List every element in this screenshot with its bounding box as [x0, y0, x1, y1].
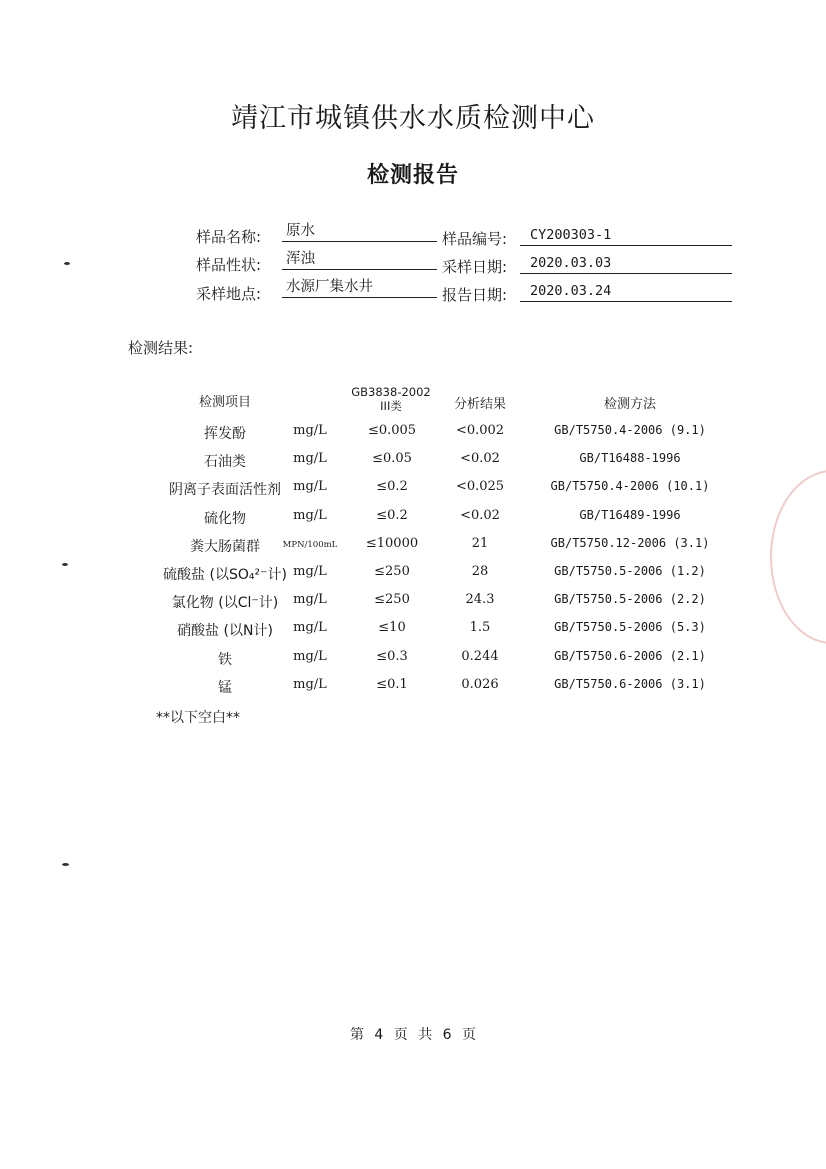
- cell-unit: mg/L: [293, 423, 327, 438]
- table-row: [0, 508, 826, 530]
- sample-code-label: 样品编号:: [442, 230, 508, 248]
- cell-unit: mg/L: [293, 479, 327, 495]
- cell-unit: MPN/100mL: [282, 539, 338, 550]
- cell-result: 0.026: [461, 676, 499, 692]
- cell-result: 0.244: [461, 648, 499, 664]
- sampling-location-label: 采样地点:: [196, 285, 262, 303]
- cell-unit: mg/L: [293, 620, 327, 636]
- scan-speck: [64, 262, 70, 265]
- cell-limit: ≤0.005: [367, 423, 417, 438]
- table-row: [0, 677, 826, 699]
- table-row: [0, 564, 826, 586]
- cell-item: 硫化物: [204, 510, 246, 527]
- cell-limit: ≤0.2: [376, 507, 408, 523]
- header-standard: [344, 385, 438, 413]
- cell-item: 氯化物 (以Cl⁻计): [171, 595, 279, 612]
- table-row: [0, 536, 826, 558]
- cell-item: 硝酸盐 (以N计): [177, 623, 273, 640]
- sample-property-label: 样品性状:: [196, 256, 262, 274]
- cell-item: 锰: [218, 679, 232, 696]
- cell-result: 28: [471, 564, 489, 579]
- cell-method: GB/T5750.4-2006 (10.1): [550, 479, 710, 494]
- cell-method: GB/T5750.5-2006 (5.3): [554, 620, 706, 635]
- table-row: [0, 592, 826, 614]
- scan-speck: [62, 563, 68, 566]
- cell-method: GB/T5750.12-2006 (3.1): [550, 535, 710, 550]
- cell-result: 21: [471, 535, 489, 551]
- blank-below-mark: **以下空白**: [156, 710, 240, 726]
- cell-method: GB/T5750.6-2006 (2.1): [554, 648, 706, 663]
- sampling-date-value: 2020.03.03: [520, 254, 732, 274]
- cell-unit: mg/L: [293, 648, 327, 664]
- header-result: 分析结果: [453, 397, 506, 412]
- cell-result: 1.5: [469, 620, 491, 636]
- cell-item: 石油类: [204, 454, 246, 471]
- cell-result: <0.02: [460, 451, 500, 467]
- sample-name-value: 原水: [282, 222, 437, 242]
- cell-result: 24.3: [465, 592, 495, 608]
- cell-result: <0.02: [460, 507, 500, 523]
- cell-limit: ≤10000: [365, 535, 419, 551]
- header-method: 检测方法: [603, 397, 656, 412]
- cell-unit: mg/L: [293, 564, 327, 579]
- cell-unit: mg/L: [293, 451, 327, 467]
- table-row: [0, 649, 826, 671]
- header-standard-line1: GB3838-2002: [351, 385, 431, 399]
- cell-result: <0.002: [455, 423, 505, 438]
- cell-unit: mg/L: [293, 507, 327, 523]
- cell-item: 铁: [218, 651, 232, 668]
- cell-method: GB/T5750.5-2006 (1.2): [554, 564, 706, 578]
- sample-property-value: 浑浊: [282, 250, 437, 270]
- cell-result: <0.025: [455, 479, 505, 495]
- cell-limit: ≤10: [378, 620, 406, 636]
- table-row: [0, 479, 826, 501]
- cell-unit: mg/L: [293, 676, 327, 692]
- scan-speck: [62, 863, 69, 866]
- cell-method: GB/T16488-1996: [579, 451, 681, 466]
- cell-item: 阴离子表面活性剂: [169, 482, 281, 499]
- organization-title: 靖江市城镇供水水质检测中心: [231, 103, 595, 134]
- cell-method: GB/T5750.6-2006 (3.1): [554, 676, 706, 691]
- report-date-value: 2020.03.24: [520, 282, 732, 302]
- cell-limit: ≤0.1: [376, 676, 408, 692]
- sample-name-label: 样品名称:: [196, 228, 262, 246]
- table-row: [0, 620, 826, 642]
- cell-limit: ≤0.05: [372, 451, 412, 467]
- cell-limit: ≤250: [374, 564, 410, 579]
- cell-method: GB/T16489-1996: [579, 507, 681, 522]
- sampling-date-label: 采样日期:: [442, 258, 508, 276]
- cell-limit: ≤250: [374, 592, 410, 608]
- sampling-location-value: 水源厂集水井: [282, 278, 437, 298]
- report-date-label: 报告日期:: [442, 286, 508, 304]
- cell-item: 粪大肠菌群: [190, 538, 260, 555]
- report-title: 检测报告: [366, 163, 459, 188]
- header-standard-line2: III类: [380, 399, 402, 413]
- cell-limit: ≤0.2: [376, 479, 408, 495]
- cell-unit: mg/L: [293, 592, 327, 608]
- sample-code-value: CY200303-1: [520, 226, 732, 246]
- cell-item: 挥发酚: [204, 426, 246, 442]
- table-row: [0, 423, 826, 445]
- cell-limit: ≤0.3: [376, 648, 408, 664]
- header-item: 检测项目: [198, 395, 251, 410]
- cell-item: 硫酸盐 (以SO₄²⁻计): [163, 567, 287, 583]
- cell-method: GB/T5750.4-2006 (9.1): [554, 423, 706, 437]
- page-number: 第 4 页 共 6 页: [349, 1027, 477, 1043]
- results-section-label: 检测结果:: [128, 339, 194, 357]
- table-row: [0, 451, 826, 473]
- cell-method: GB/T5750.5-2006 (2.2): [554, 592, 706, 607]
